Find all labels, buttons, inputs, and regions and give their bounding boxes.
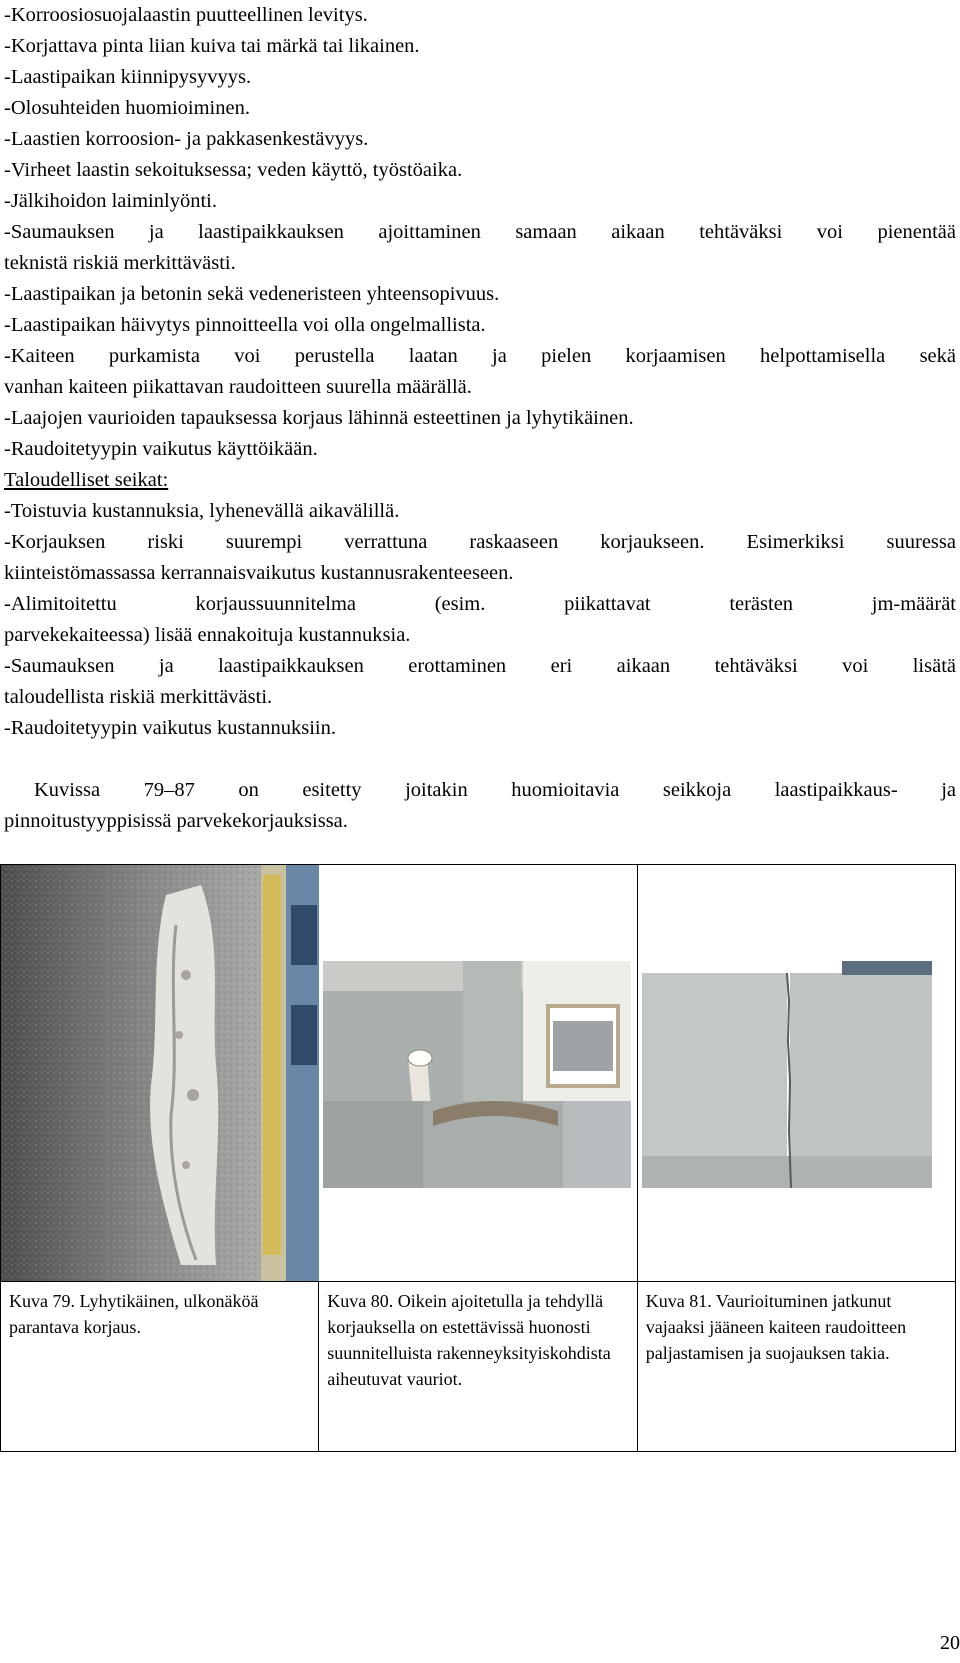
figure-81-caption: Kuva 81. Vaurioituminen jatkunut vajaaksi jääneen kaiteen raudoitteen paljastamisen ja suojauksen takia.	[637, 1282, 955, 1452]
intro-paragraph-line: Kuvissa 79–87 on esitetty joitakin huomioitavia seikkoja laastipaikkaus- ja	[34, 779, 956, 801]
text-line: -Laastipaikan kiinnipysyvyys.	[4, 66, 252, 88]
text-line: -Korjattava pinta liian kuiva tai märkä tai likainen.	[4, 35, 420, 57]
figure-80-caption: Kuva 80. Oikein ajoitetulla ja tehdyllä korjauksella on estettävissä huonosti suunnitelluista rakenneyksityiskohdista aiheutuvat vauriot.	[319, 1282, 638, 1452]
text-line: parvekekaiteessa) lisää ennakoituja kustannuksia.	[4, 624, 411, 646]
body-text	[4, 0, 956, 837]
photo-80	[323, 961, 631, 1188]
text-line: -Laastipaikan häivytys pinnoitteella voi olla ongelmallista.	[4, 314, 486, 336]
figure-table	[0, 864, 956, 1452]
photo-80-image	[323, 961, 631, 1188]
text-line: -Korjauksen riski suurempi verrattuna raskaaseen korjaukseen. Esimerkiksi suuressa	[4, 531, 956, 553]
text-line: -Korroosiosuojalaastin puutteellinen levitys.	[4, 4, 368, 26]
text-line: -Saumauksen ja laastipaikkauksen erottaminen eri aikaan tehtäväksi voi lisätä	[4, 655, 956, 677]
text-line: -Toistuvia kustannuksia, lyhenevällä aikavälillä.	[4, 500, 400, 522]
intro-paragraph-line: pinnoitustyyppisissä parvekekorjauksissa.	[4, 810, 348, 832]
text-line: -Raudoitetyypin vaikutus kustannuksiin.	[4, 717, 336, 739]
text-line: kiinteistömassassa kerrannaisvaikutus kustannusrakenteeseen.	[4, 562, 514, 584]
text-line: -Jälkihoidon laiminlyönti.	[4, 190, 217, 212]
blank-line	[4, 744, 956, 775]
figure-79-caption: Kuva 79. Lyhytikäinen, ulkonäköä parantava korjaus.	[1, 1282, 319, 1452]
text-line: taloudellista riskiä merkittävästi.	[4, 686, 273, 708]
figure-79-cell	[1, 865, 319, 1282]
page-number: 20	[940, 1632, 960, 1654]
text-line: -Laastipaikan ja betonin sekä vedeneristeen yhteensopivuus.	[4, 283, 500, 305]
figure-81-cell	[637, 865, 955, 1282]
photo-79	[1, 865, 319, 1281]
text-line: -Laastien korroosion- ja pakkasenkestävyys.	[4, 128, 369, 150]
text-line: -Kaiteen purkamista voi perustella laatan ja pielen korjaamisen helpottamisella sekä	[4, 345, 956, 367]
text-line: vanhan kaiteen piikattavan raudoitteen suurella määrällä.	[4, 376, 472, 398]
photo-81-image	[642, 961, 932, 1188]
text-line: -Alimitoitettu korjaussuunnitelma (esim. piikattavat terästen jm-määrät	[4, 593, 956, 615]
text-line: teknistä riskiä merkittävästi.	[4, 252, 236, 274]
text-line: -Olosuhteiden huomioiminen.	[4, 97, 250, 119]
figure-80-cell	[319, 865, 638, 1282]
text-line: -Laajojen vaurioiden tapauksessa korjaus lähinnä esteettinen ja lyhytikäinen.	[4, 407, 634, 429]
photo-79-image	[1, 865, 319, 1281]
text-line: -Raudoitetyypin vaikutus käyttöikään.	[4, 438, 318, 460]
text-line: -Virheet laastin sekoituksessa; veden käyttö, työstöaika.	[4, 159, 463, 181]
section-heading: Taloudelliset seikat:	[4, 469, 169, 491]
photo-81	[642, 961, 932, 1188]
text-line: -Saumauksen ja laastipaikkauksen ajoittaminen samaan aikaan tehtäväksi voi pienentää	[4, 221, 956, 243]
